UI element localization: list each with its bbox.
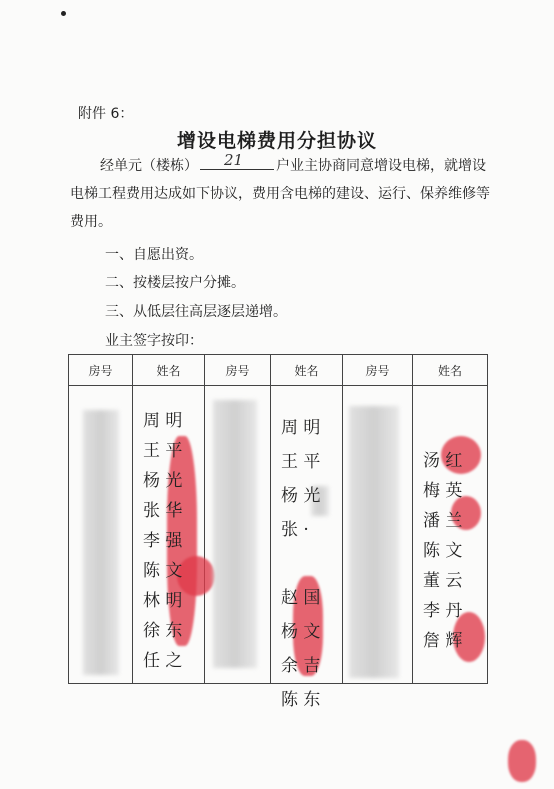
intro-paragraph: [70, 152, 490, 236]
unit-number-blank: [200, 152, 274, 170]
header-room-2: 房号: [205, 355, 271, 386]
signature-row: [69, 386, 488, 684]
room-column-1: [69, 386, 133, 684]
ink-mark: [61, 11, 66, 16]
redacted-room-number: [83, 410, 119, 675]
clause-3: 三、从低层往高层逐层递增。: [105, 304, 287, 320]
handwritten-signature: 周 明 王 平 杨 光 张 华 李 强 陈 文 林 明 徐 东 任 之: [143, 411, 183, 671]
name-column-3: [413, 386, 488, 684]
unit-number: 21: [224, 151, 244, 169]
intro-prefix: 经单元（楼栋）: [100, 158, 198, 174]
header-name-2: 姓名: [271, 355, 343, 386]
header-room-1: 房号: [69, 355, 133, 386]
intro-suffix: 户业主协商同意增设电梯，就增设电梯工程费用达成如下协议，费用含电梯的建设、运行、保养维修等费用。: [70, 158, 490, 230]
table-header-row: [69, 355, 488, 386]
header-name-1: 姓名: [133, 355, 205, 386]
room-column-2: [205, 386, 271, 684]
name-column-1: [133, 386, 205, 684]
name-column-2: [271, 386, 343, 710]
redacted-room-number: [213, 400, 257, 668]
room-column-3: [343, 386, 413, 684]
header-name-3: 姓名: [413, 355, 488, 386]
signature-table: [68, 354, 488, 710]
handwritten-signature: 汤 红 梅 英 潘 兰 陈 文 董 云 李 丹 詹 辉: [423, 451, 463, 651]
clause-2: 二、按楼层按户分摊。: [105, 275, 245, 291]
signature-prompt: 业主签字按印：: [105, 333, 203, 349]
header-room-3: 房号: [343, 355, 413, 386]
document-title: 增设电梯费用分担协议: [176, 130, 377, 152]
fingerprint-stamp: [508, 740, 536, 782]
attachment-label: 附件 6：: [78, 106, 134, 122]
clause-1: 一、自愿出资。: [105, 247, 203, 263]
redacted-room-number: [349, 406, 399, 678]
handwritten-signature: 周 明 王 平 杨 光 张 · 赵 国 杨 文 余 吉 陈 东: [281, 418, 321, 710]
